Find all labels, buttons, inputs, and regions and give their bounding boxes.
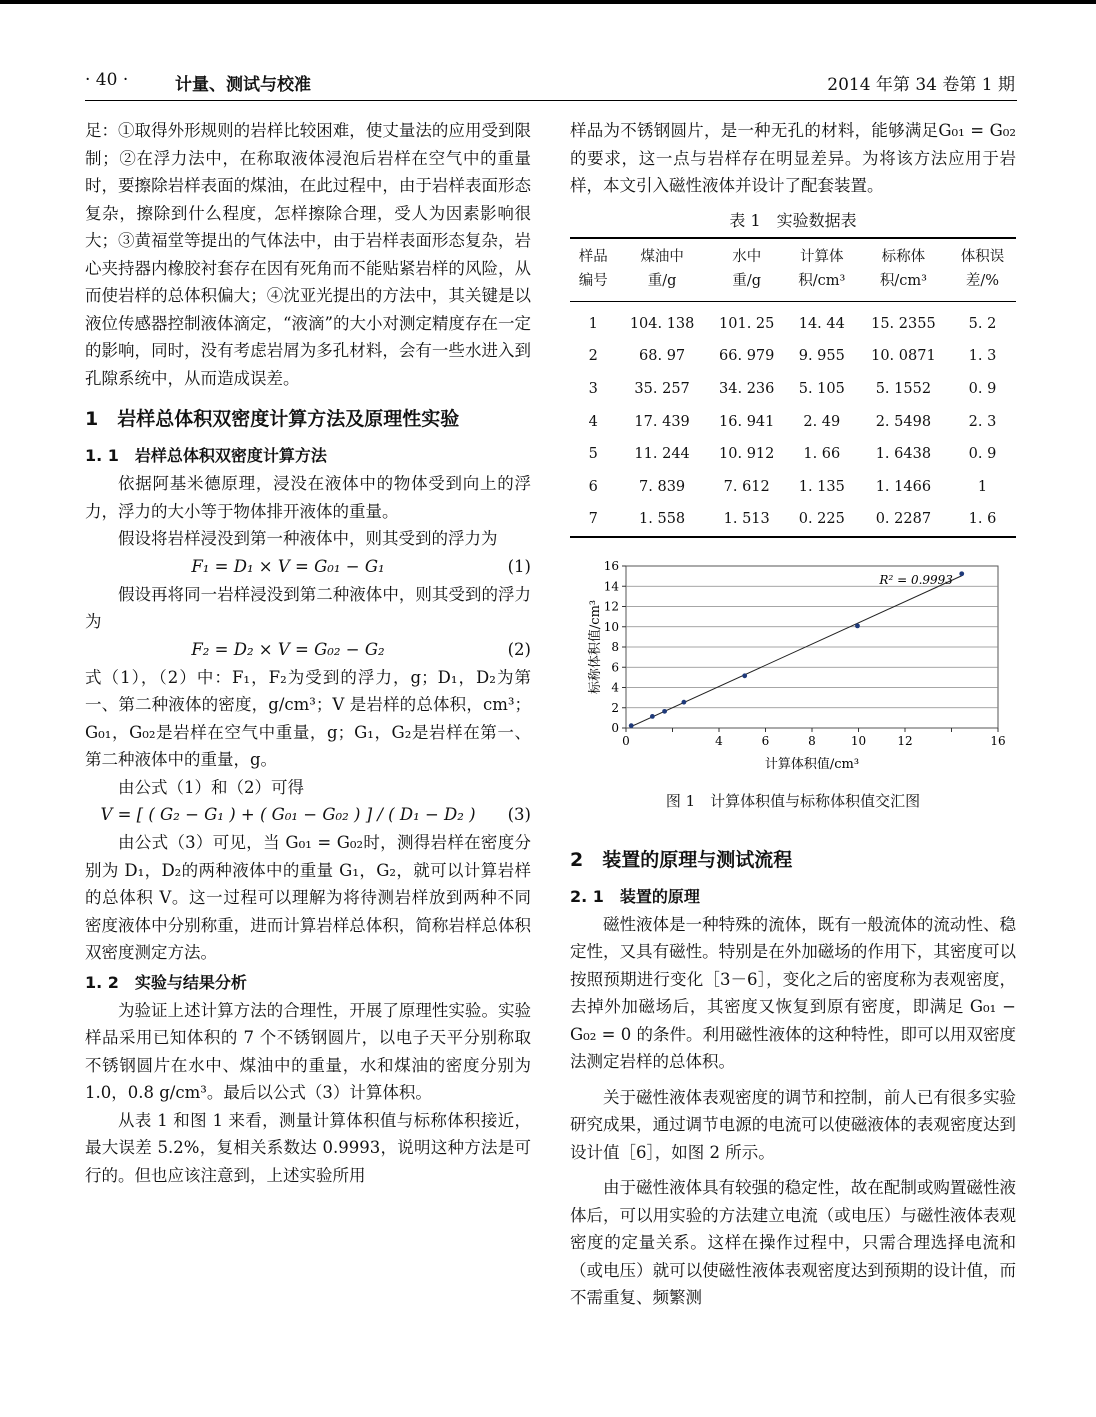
x-tick-label: 10 <box>850 733 867 748</box>
table-cell: 7. 612 <box>723 478 770 495</box>
table-cell: 2. 49 <box>803 413 841 430</box>
table-row <box>570 301 1016 340</box>
top-border <box>0 0 1096 4</box>
paragraph: 关于磁性液体表观密度的调节和控制，前人已有很多实验研究成果，通过调节电源的电流可以使磁液体的表观密度达到设计值［6］，如图 2 所示。 <box>570 1087 1016 1162</box>
table-cell: 7 <box>570 503 617 537</box>
paragraph: 足：①取得外形规则的岩样比较困难，使丈量法的应用受到限制；②在浮力法中，在称取液体浸泡后岩样在空气中的重量时，要擦除岩样表面的煤油，在此过程中，由于岩样表面形态复杂，擦除到什么程度，怎样擦除合理，受人为因素影响很大；③黄福堂等提出的气体法中，由于岩样表面形态复杂，岩心夹持器内橡胶衬套存在因有死角而不能贴紧岩样的风险，从而使岩样的总体积偏大；④沈亚光提出的方法中，其关键是以液位传感器控制液体滴定，“液滴”的大小对测定精度存在一定的影响，同时，没有考虑岩屑为多孔材料，会有一些水进入到孔隙系统中，从而造成误差。 <box>85 121 531 388</box>
x-tick-label: 16 <box>990 733 1006 748</box>
y-tick-label: 10 <box>603 619 619 634</box>
y-tick-label: 4 <box>611 680 619 695</box>
table-cell: 1. 66 <box>803 446 841 463</box>
table-caption: 表 1 实验数据表 <box>729 210 857 230</box>
table-cell: 66. 979 <box>719 348 775 365</box>
table-cell: 1. 513 <box>708 503 786 537</box>
subsection-heading-1-2: 1. 2 实验与结果分析 <box>85 972 247 992</box>
x-tick-label: 6 <box>761 733 770 748</box>
x-tick-label: 0 <box>622 733 630 748</box>
table-cell: 2 <box>588 348 598 365</box>
data-point <box>855 623 860 628</box>
table-header-cell: 水中 重/g <box>708 238 786 302</box>
subsection-heading-1-1: 1. 1 岩样总体积双密度计算方法 <box>85 446 327 465</box>
table-cell: 1. 6438 <box>875 446 932 463</box>
table-cell: 7. 839 <box>639 478 686 495</box>
table-header-cell: 计算体 积/cm³ <box>786 238 858 302</box>
data-point <box>629 723 634 728</box>
table-row <box>570 405 1016 438</box>
table-cell: 5. 105 <box>798 380 845 397</box>
table-cell: 1. 558 <box>617 503 708 537</box>
table-row <box>570 503 1016 537</box>
x-tick-label: 4 <box>715 733 723 748</box>
scatter-chart <box>570 556 1016 786</box>
equation-number: (1) <box>507 556 531 576</box>
table-cell: 11. 244 <box>634 446 690 463</box>
table-body <box>570 301 1016 537</box>
table-cell: 1 <box>977 478 988 495</box>
y-axis-label: 标称体积值/cm³ <box>588 599 603 694</box>
table-header-cell: 标称体 积/cm³ <box>858 238 949 302</box>
paragraph: 从表 1 和图 1 来看，测量计算体积值与标称体积接近，最大误差 5.2%，复相关系数达 0.9993，说明这种方法是可行的。但也应该注意到，上述实验所用 <box>85 1110 531 1185</box>
table-cell: 14. 44 <box>798 315 845 332</box>
table-header-cell: 样品 编号 <box>570 238 617 302</box>
x-axis-label: 计算体积值/cm³ <box>764 756 860 772</box>
table-cell: 17. 439 <box>634 413 690 430</box>
table-cell: 0. 225 <box>786 503 858 537</box>
subsection-heading-2-1: 2. 1 装置的原理 <box>570 886 700 906</box>
equation-body: F₂ = D₂ × V = G₀₂ − G₂ <box>191 639 385 659</box>
trendline <box>631 572 961 726</box>
figure-1 <box>570 556 1016 786</box>
table-cell: 5. 2 <box>968 315 997 332</box>
table-row <box>570 438 1016 471</box>
table-cell: 1. 1466 <box>875 478 932 495</box>
paragraph: 式（1），（2）中：F₁，F₂为受到的浮力，g；D₁，D₂为第一、第二种液体的密度，g/cm³；V 是岩样的总体积，cm³；G₀₁，G₀₂是岩样在空气中重量，g；G₁，G₂是岩样在第一、第二种液体中的重量，g。 <box>85 667 531 769</box>
table-cell: 0. 9 <box>968 380 997 397</box>
data-point <box>742 673 747 678</box>
table-cell: 16. 941 <box>719 413 775 430</box>
table-cell: 1. 3 <box>968 348 997 365</box>
y-tick-label: 6 <box>611 659 619 674</box>
page-number: · 40 · <box>85 70 129 90</box>
paragraph: 由于磁性液体具有较强的稳定性，故在配制或购置磁性液体后，可以用实验的方法建立电流（或电压）与磁性液体表观密度的定量关系。这样在操作过程中，只需合理选择电流和（或电压）就可以使磁性液体表观密度达到预期的设计值，而不需重复、频繁测 <box>570 1178 1016 1308</box>
table-cell: 35. 257 <box>634 380 690 397</box>
table-cell: 2. 5498 <box>875 413 932 430</box>
y-tick-label: 16 <box>603 558 619 573</box>
data-point <box>959 571 964 576</box>
data-point <box>681 699 686 704</box>
table-cell: 1. 135 <box>798 478 845 495</box>
equation-body: F₁ = D₁ × V = G₀₁ − G₁ <box>191 556 385 576</box>
journal-title: 计量、测试与校准 <box>175 75 311 95</box>
data-point <box>650 714 655 719</box>
table-cell: 10. 912 <box>719 446 775 463</box>
table-cell: 9. 955 <box>798 348 845 365</box>
figure-caption: 图 1 计算体积值与标称体积值交汇图 <box>665 791 921 810</box>
table-cell: 101. 25 <box>719 315 775 332</box>
table-cell: 0. 9 <box>968 446 997 463</box>
table-cell: 2. 3 <box>968 413 997 430</box>
x-tick-label: 12 <box>897 733 913 748</box>
table-header-row <box>570 238 1016 302</box>
table-cell: 1. 6 <box>949 503 1016 537</box>
data-point <box>662 709 667 714</box>
data-table <box>570 237 1016 538</box>
section-heading-2: 2 装置的原理与测试流程 <box>570 848 793 871</box>
table-cell: 5. 1552 <box>875 380 932 397</box>
paragraph: 依据阿基米德原理，浸没在液体中的物体受到向上的浮力，浮力的大小等于物体排开液体的重量。 <box>85 474 531 521</box>
y-tick-label: 8 <box>611 639 619 654</box>
paragraph: 假设将岩样浸没到第一种液体中，则其受到的浮力为 <box>118 529 498 548</box>
equation-1 <box>85 553 531 581</box>
page-header <box>85 70 1015 98</box>
left-column <box>85 117 531 1189</box>
paragraph: 假设再将同一岩样浸没到第二种液体中，则其受到的浮力为 <box>85 584 531 631</box>
paragraph: 磁性液体是一种特殊的流体，既有一般流体的流动性、稳定性，又具有磁性。特别是在外加磁场的作用下，其密度可以按照预期进行变化［3－6］，变化之后的密度称为表观密度，去掉外加磁场后，其密度又恢复到原有密度，即满足 G₀₁ − G₀₂ = 0 的条件。利用磁性液体的这种特性，即可以用双密度法测定岩样的总体积。 <box>570 914 1016 1072</box>
equation-number: (2) <box>507 639 531 659</box>
table-cell: 4 <box>588 413 598 430</box>
table-cell: 10. 0871 <box>871 348 936 365</box>
table-cell: 1 <box>588 315 598 332</box>
table-cell: 15. 2355 <box>871 315 936 332</box>
paragraph: 样品为不锈钢圆片，是一种无孔的材料，能够满足G₀₁ = G₀₂的要求，这一点与岩样存在明显差异。为将该方法应用于岩样，本文引入磁性液体并设计了配套装置。 <box>570 121 1016 195</box>
table-cell: 68. 97 <box>639 348 686 365</box>
table-row <box>570 340 1016 373</box>
paragraph: 为验证上述计算方法的合理性，开展了原理性实验。实验样品采用已知体积的 7 个不锈钢圆片，以电子天平分别称取不锈钢圆片在水中、煤油中的重量，水和煤油的密度分别为 1.0，0.8 g/cm³。最后以公式（3）计算体积。 <box>85 1000 531 1102</box>
equation-number: (3) <box>507 805 531 824</box>
equation-body: V = [ ( G₂ − G₁ ) + ( G₀₁ − G₀₂ ) ] / ( D₁ − D₂ ) <box>100 805 476 824</box>
equation-2 <box>85 636 531 664</box>
table-header-cell: 体积误 差/% <box>949 238 1016 302</box>
table-cell: 104. 138 <box>629 315 695 332</box>
r-squared-label: R² = 0.9993 <box>879 572 953 587</box>
section-heading-1: 1 岩样总体积双密度计算方法及原理性实验 <box>85 408 460 430</box>
equation-3 <box>85 801 531 829</box>
y-tick-label: 12 <box>603 599 619 614</box>
issue-info: 2014 年第 34 卷第 1 期 <box>827 75 1015 95</box>
right-column <box>570 117 1016 1312</box>
x-tick-label: 8 <box>808 733 816 748</box>
paragraph: 由公式（1）和（2）可得 <box>118 777 304 797</box>
table-cell: 0. 2287 <box>858 503 949 537</box>
table-cell: 34. 236 <box>719 380 775 397</box>
header-rule <box>85 100 1017 101</box>
table-cell: 5 <box>588 446 598 463</box>
table-header-cell: 煤油中 重/g <box>617 238 708 302</box>
table-row <box>570 470 1016 503</box>
y-tick-label: 0 <box>611 720 619 735</box>
paragraph: 由公式（3）可见，当 G₀₁ = G₀₂时，测得岩样在密度分别为 D₁，D₂的两种液体中的重量 G₁，G₂，就可以计算岩样的总体积 V。这一过程可以理解为将待测岩样放到两种不同密度液体中分别称重，进而计算岩样总体积，简称岩样总体积双密度测定方法。 <box>85 833 531 962</box>
table-cell: 3 <box>588 380 598 397</box>
y-tick-label: 14 <box>603 578 619 593</box>
y-tick-label: 2 <box>611 700 619 715</box>
table-cell: 6 <box>588 478 598 495</box>
table-row <box>570 373 1016 406</box>
